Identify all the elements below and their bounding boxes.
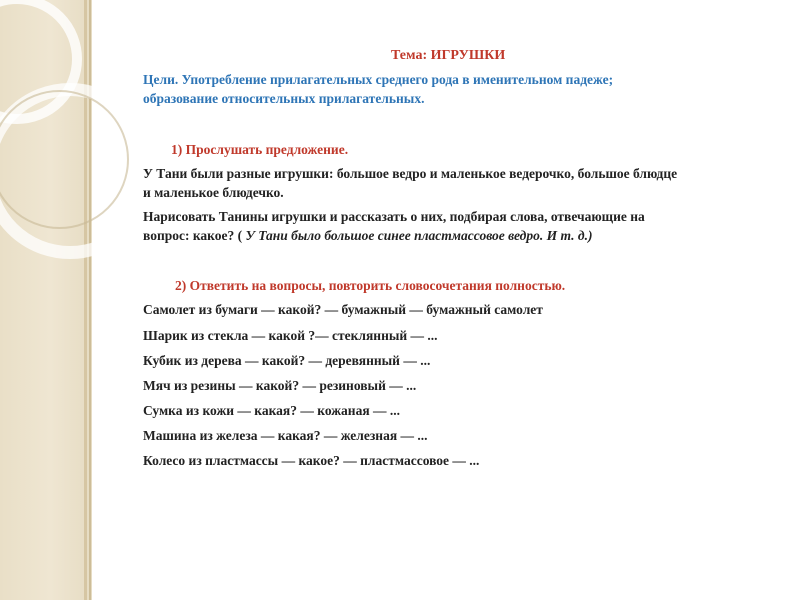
- task1-instruction-line-2: [143, 228, 593, 244]
- task2-item: Машина из железа — какая? — железная — ...: [143, 428, 428, 443]
- task2-item: Мяч из резины — какой? — резиновый — ...: [143, 378, 417, 393]
- instruction-example: У Тани было большое синее пластмассовое ведро. И т. д.): [245, 228, 593, 243]
- task1-text-line-1: У Тани были разные игрушки: большое ведро и маленькое ведерочко, большое блюдце: [143, 166, 678, 181]
- task2-item: Шарик из стекла — какой ?— стеклянный — ...: [143, 328, 438, 343]
- task1-instruction-line-1: Нарисовать Танины игрушки и рассказать о них, подбирая слова, отвечающие на: [143, 209, 645, 224]
- task1-text-line-2: и маленькое блюдечко.: [143, 185, 284, 200]
- task2-item: Колесо из пластмассы — какое? — пластмассовое — ...: [143, 453, 480, 468]
- task2-item: Кубик из дерева — какой? — деревянный — ...: [143, 353, 431, 368]
- task2-item: Самолет из бумаги — какой? — бумажный — бумажный самолет: [143, 302, 543, 317]
- task2-item: Сумка из кожи — какая? — кожаная — ...: [143, 403, 401, 418]
- slide-title: Тема: ИГРУШКИ: [391, 48, 506, 63]
- goals-line-1: Цели. Употребление прилагательных среднего рода в именительном падеже;: [143, 72, 614, 87]
- task2-heading: 2) Ответить на вопросы, повторить словосочетания полностью.: [175, 278, 566, 293]
- goals-line-2: образование относительных прилагательных.: [143, 91, 425, 106]
- instruction-question: вопрос: какое? (: [143, 228, 246, 243]
- task1-heading: 1) Прослушать предложение.: [171, 142, 349, 157]
